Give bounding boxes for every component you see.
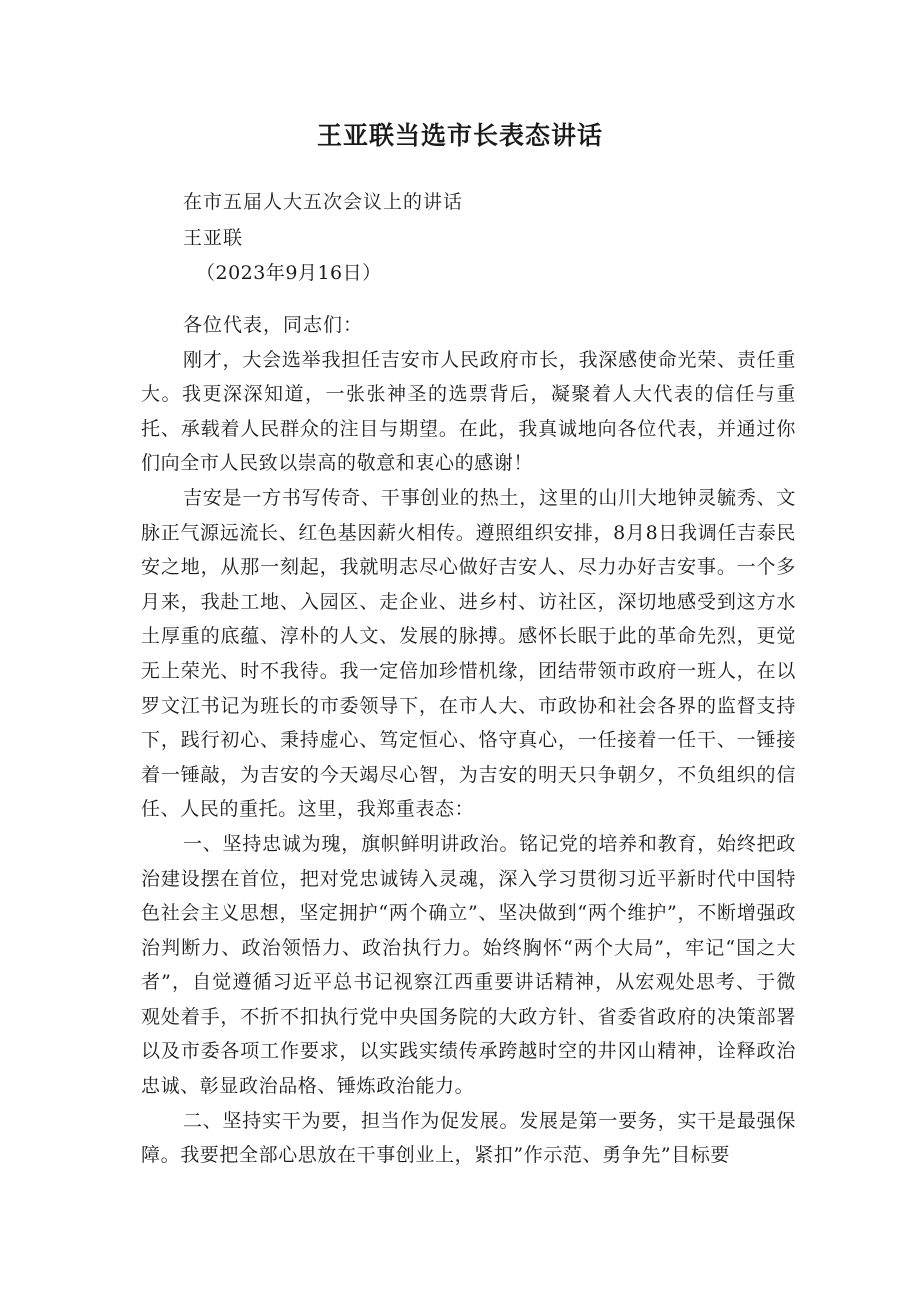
speech-subtitle: 在市五届人大五次会议上的讲话 xyxy=(183,191,464,213)
speech-body xyxy=(141,308,796,1173)
speech-date: （2023年9月16日） xyxy=(196,262,382,284)
body-paragraph: 吉安是一方书写传奇、干事创业的热土，这里的山川大地钟灵毓秀、文脉正气源远流长、红色基因薪火相传。遵照组织安排，8月8日我调任吉泰民安之地，从那一刻起，我就明志尽心做好吉安人、尽力办好吉安事。一个多月来，我赴工地、入园区、走企业、进乡村、访社区，深切地感受到这方水土厚重的底蕴、淳朴的人文、发展的脉搏。感怀长眠于此的革命先烈，更觉无上荣光、时不我待。我一定倍加珍惜机缘，团结带领市政府一班人，在以罗文江书记为班长的市委领导下，在市人大、市政协和社会各界的监督支持下，践行初心、秉持虚心、笃定恒心、恪守真心，一任接着一任干、一锤接着一锤敲，为吉安的今天竭尽心智，为吉安的明天只争朝夕，不负组织的信任、人民的重托。这里，我郑重表态： xyxy=(141,486,796,821)
body-paragraph: 二、坚持实干为要，担当作为促发展。发展是第一要务，实干是最强保障。我要把全部心思放在干事创业上，紧扣”作示范、勇争先”目标要 xyxy=(141,1109,796,1167)
greeting-paragraph: 各位代表，同志们： xyxy=(183,314,364,336)
body-paragraph: 一、坚持忠诚为瑰，旗帜鲜明讲政治。铭记党的培养和教育，始终把政治建设摆在首位，把对党忠诚铸入灵魂，深入学习贯彻习近平新时代中国特色社会主义思想，坚定拥护“两个确立”、坚决做到“两个维护”，不断增强政治判断力、政治领悟力、政治执行力。始终胸怀“两个大局”，牢记“国之大者”，自觉遵循习近平总书记视察江西重要讲话精神，从宏观处思考、于微观处着手，不折不扣执行党中央国务院的大政方针、省委省政府的决策部署以及市委各项工作要求，以实践实绩传承跨越时空的井冈山精神，诠释政治忠诚、彰显政治品格、锤炼政治能力。 xyxy=(141,832,796,1098)
speech-author: 王亚联 xyxy=(183,227,244,249)
document-title: 王亚联当选市长表态讲话 xyxy=(316,121,603,150)
body-paragraph: 刚才，大会选举我担任吉安市人民政府市长，我深感使命光荣、责任重大。我更深深知道，一张张神圣的选票背后，凝聚着人大代表的信任与重托、承载着人民群众的注目与期望。在此，我真诚地向各位代表，并通过你们向全市人民致以崇高的敬意和衷心的感谢！ xyxy=(141,348,796,475)
